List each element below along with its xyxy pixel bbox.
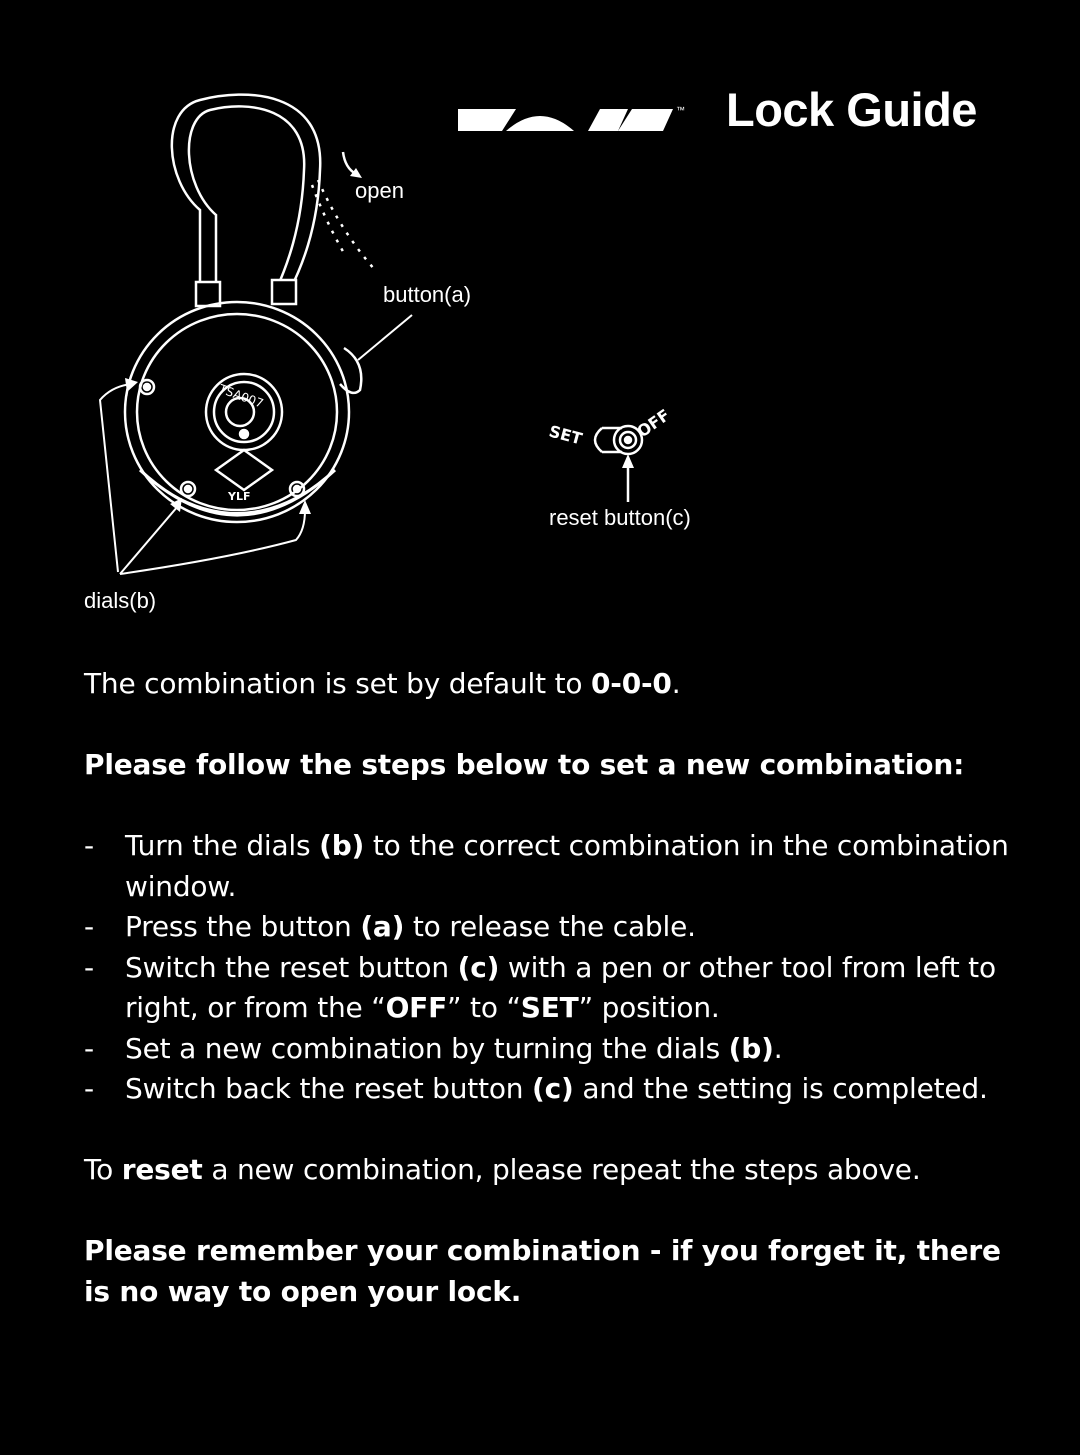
button-a-leader (358, 315, 412, 360)
steps-list (84, 826, 1014, 1110)
button-a-label: button(a) (383, 282, 472, 307)
reset-note: To reset a new combination, please repeat the steps above. (84, 1153, 921, 1186)
step-item: - Switch back the reset button (c) and the setting is completed. (84, 1072, 988, 1105)
lock-brand-label: YLF (228, 490, 251, 503)
default-code: 0-0-0 (591, 667, 672, 700)
switch-set-label: SET (546, 421, 585, 449)
warning-text: Please remember your combination - if you forget it, there is no way to open your lock. (84, 1234, 1001, 1308)
dials-b-label: dials(b) (84, 588, 157, 613)
lock-body-icon (125, 302, 349, 522)
default-combination-text: The combination is set by default to 0-0-0. (84, 667, 681, 700)
trademark-mark: ™ (676, 105, 685, 115)
open-label: open (355, 178, 404, 203)
step-item: - Turn the dials (b) to the correct combination in the combination window. (84, 829, 1009, 903)
page-title: Lock Guide (726, 83, 977, 136)
step-item: - Switch the reset button (c) with a pen or other tool from left to right, or from the “OFF” to “SET” position. (84, 950, 996, 1024)
lock-diagram (0, 0, 1080, 640)
switch-off-label: OFF (633, 405, 674, 442)
button-a-icon (340, 348, 361, 393)
step-item: - Set a new combination by turning the dials (b). (84, 1031, 783, 1065)
reset-button-c-label: reset button(c) (549, 505, 691, 530)
reset-switch-icon (595, 426, 642, 502)
steps-heading: Please follow the steps below to set a new combination: (84, 748, 965, 781)
cable-icon (172, 95, 320, 306)
lock-code-label: TSA007 (216, 381, 266, 411)
step-item: - Press the button (a) to release the cable. (84, 910, 696, 943)
instructions (84, 664, 1014, 1312)
